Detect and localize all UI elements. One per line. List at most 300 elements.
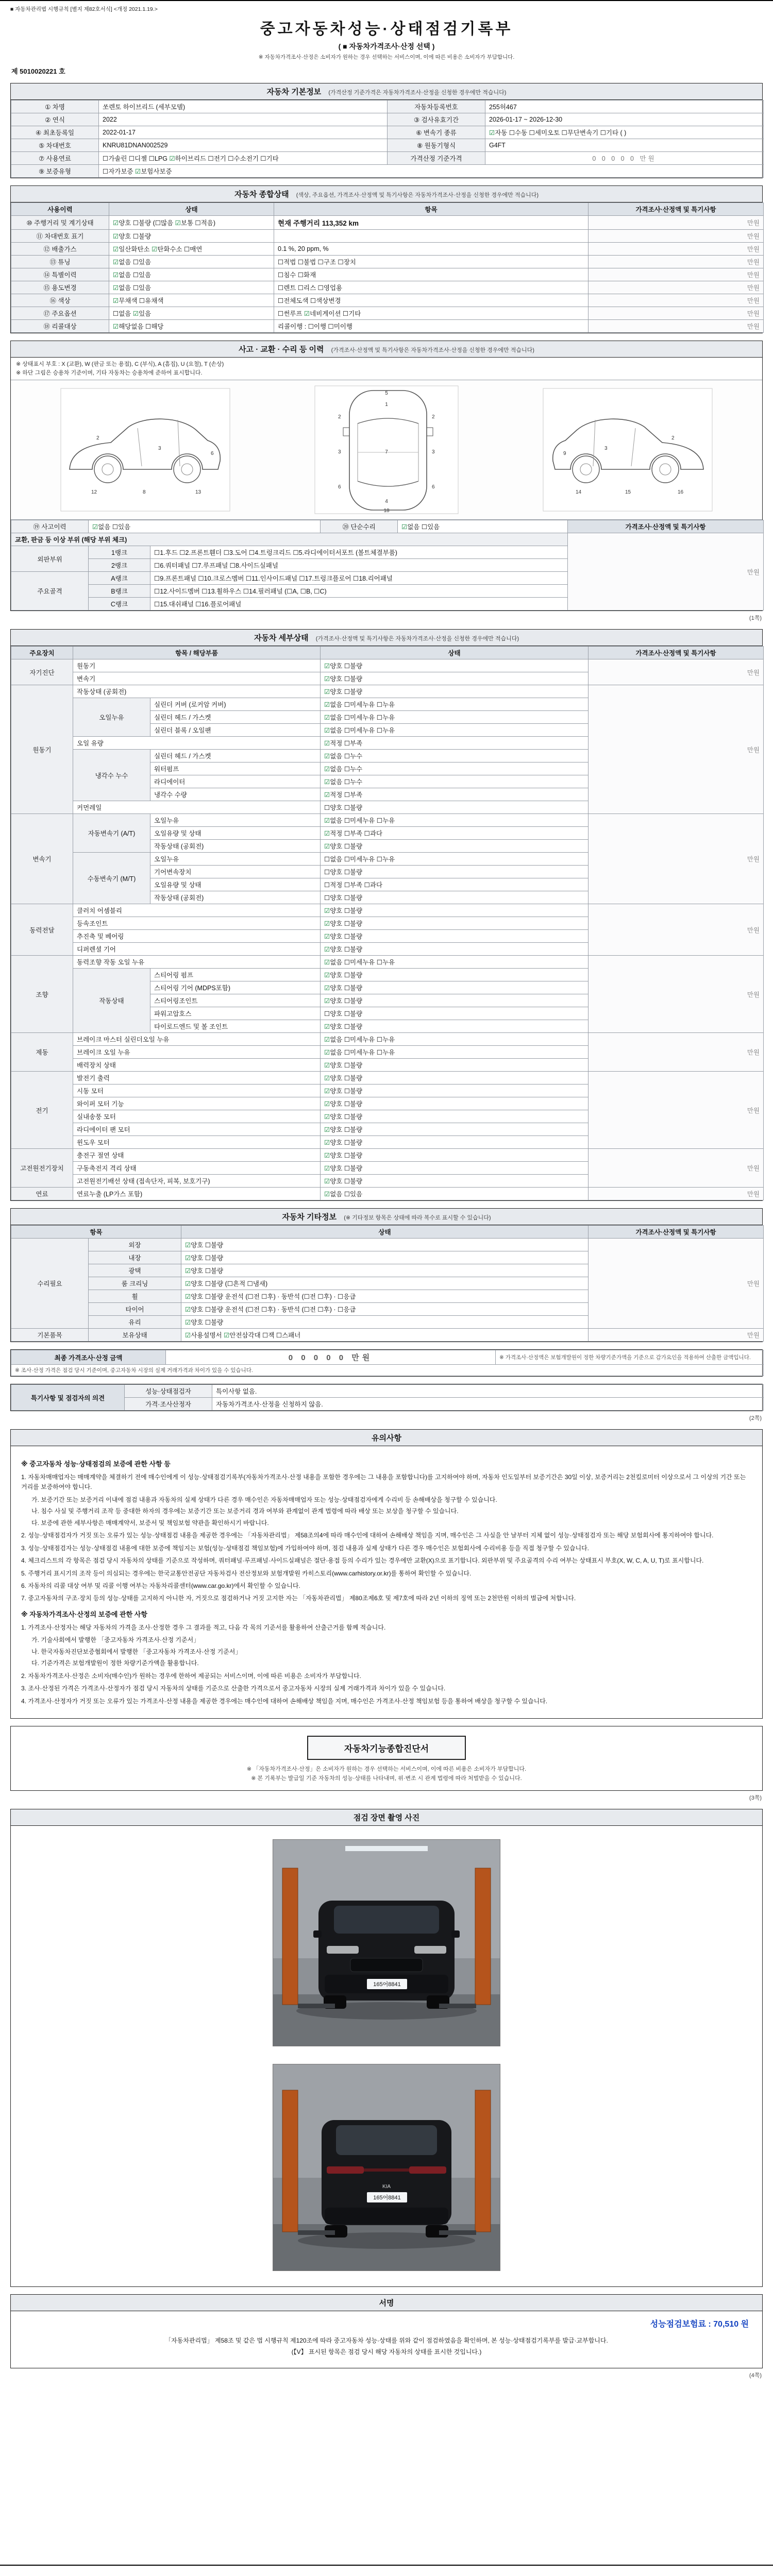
- svg-text:4: 4: [385, 499, 388, 504]
- notice-paragraph: 3. 성능·상태점검자는 성능·상태점검 내용에 대한 보증에 책임지는 보험(성능·상태점검 책임보험)에 가입하여야 하며, 점검 내용과 실제 상태가 다른 경우 매수인은 보험회사에 수리비용 등을 직접 청구할 수 있습니다.: [21, 1544, 589, 1552]
- notice-paragraph: 7. 중고자동차의 구조·장치 등의 성능·상태를 고지하지 아니한 자, 거짓으로 점검하거나 거짓 고지한 자는 「자동차관리법」 제80조제6호 및 제7호에 따라 2년 이하의 징역 또는 2천만원 이하의 벌금에 처합니다.: [21, 1595, 576, 1602]
- checkbox-cell[interactable]: ☑양호 ☐불량: [321, 1072, 589, 1084]
- checked-box-icon[interactable]: ☑: [175, 219, 181, 227]
- document-number: 제 5010020221 호: [11, 67, 65, 75]
- cell: 2026-01-17 ~ 2026-12-30: [485, 113, 764, 126]
- table-row: [11, 1329, 764, 1342]
- detail-condition-note: (가격조사·산정액 및 특기사항은 자동차가격조사·산정을 신청한 경우에만 적습니다): [315, 636, 519, 642]
- table-row: [11, 647, 764, 659]
- cell: ⑧ 원동기형식: [388, 139, 485, 152]
- checkbox-cell[interactable]: ☐9.프론트패널 ☐10.크로스멤버 ☐11.인사이드패널 ☐17.트렁크플로어 ☐18.리어패널: [150, 572, 568, 585]
- checked-box-icon[interactable]: ☑: [324, 688, 330, 696]
- table-row: [11, 243, 764, 256]
- cell: 등속조인트: [73, 917, 321, 930]
- cell: A랭크: [89, 572, 150, 585]
- cell: 만원: [589, 1188, 764, 1200]
- checkbox-cell[interactable]: ☐1.후드 ☐2.프론트휀더 ☐3.도어 ☐4.트렁크리드 ☐5.라디에이터서포트 (볼트체결부품): [150, 546, 568, 559]
- svg-text:18: 18: [383, 508, 390, 514]
- checkbox-cell[interactable]: ☑없음 ☐누수: [321, 775, 589, 788]
- cell: 가격·조사산정자: [125, 1398, 212, 1411]
- checkbox-cell[interactable]: ☑없음 ☐있음: [109, 268, 274, 281]
- checkbox-cell[interactable]: ☑해당없음 ☐해당: [109, 320, 274, 333]
- checkbox-cell[interactable]: ☑없음 ☐있음: [398, 520, 568, 533]
- notices-header: [11, 1430, 762, 1446]
- cell: 내장: [89, 1251, 181, 1264]
- checkbox-cell[interactable]: ☑양호 ☐불량 (☐흔적 ☐냄새): [181, 1277, 589, 1290]
- cell: 스티어링조인트: [150, 994, 321, 1007]
- cell: ⑳ 단순수리: [321, 520, 398, 533]
- cell: ④ 최초등록일: [11, 126, 99, 139]
- car-diagram-right-side: [543, 388, 713, 512]
- checked-box-icon[interactable]: ☑: [324, 985, 330, 992]
- checked-box-icon[interactable]: ☑: [324, 740, 330, 747]
- checked-box-icon[interactable]: ☑: [132, 310, 139, 317]
- checkbox-cell[interactable]: ☑양호 ☐불량: [181, 1251, 589, 1264]
- checked-box-icon[interactable]: ☑: [324, 1113, 330, 1121]
- checkbox-cell[interactable]: ☑양호 ☐불량: [181, 1264, 589, 1277]
- cell: 원동기: [73, 659, 321, 672]
- checked-box-icon[interactable]: ☑: [324, 997, 330, 1005]
- cell: 만원: [589, 1072, 764, 1149]
- checked-box-icon[interactable]: ☑: [185, 1267, 191, 1275]
- checked-box-icon[interactable]: ☑: [169, 155, 175, 162]
- checked-box-icon[interactable]: ☑: [324, 675, 330, 683]
- cell: 실린더 헤드 / 가스켓: [150, 750, 321, 762]
- signature-title: 서명: [379, 2299, 394, 2308]
- checkbox-cell[interactable]: ☑양호 ☐불량 (☐많음 ☑보통 ☐적음): [109, 216, 274, 230]
- cell: 외판부위: [11, 546, 89, 572]
- cell: 작동상태: [73, 969, 150, 1033]
- photo-rear-view: [273, 2064, 500, 2271]
- checkbox-cell[interactable]: ☑양호 ☐불량: [321, 659, 589, 672]
- cell: 구동축전지 격리 상태: [73, 1162, 321, 1175]
- checked-box-icon[interactable]: ☑: [185, 1332, 191, 1339]
- checked-box-icon[interactable]: ☑: [324, 972, 330, 979]
- checkbox-cell[interactable]: ☑양호 ☐불량: [321, 1149, 589, 1162]
- cell: B랭크: [89, 585, 150, 598]
- svg-text:9: 9: [563, 451, 566, 456]
- cell: 워터펌프: [150, 762, 321, 775]
- table-row: [11, 685, 764, 698]
- cell: 만원: [568, 533, 764, 611]
- accident-history-table: [11, 520, 764, 611]
- state-code-legend: [11, 358, 762, 380]
- cell: ⑫ 배출가스: [11, 243, 109, 256]
- cell: 실린더 커버 (로커암 커버): [150, 698, 321, 711]
- cell: 기본품목: [11, 1329, 89, 1342]
- insurance-fee-label: 성능점검보험료 :: [650, 2320, 711, 2329]
- page-marker-2: (2쪽): [749, 1415, 762, 1421]
- basic-info-title: 자동차 기본정보: [266, 88, 322, 96]
- svg-text:8: 8: [142, 489, 146, 495]
- diagnosis-certificate-inner: [11, 1726, 762, 1790]
- inspector-opinion-table: [11, 1384, 764, 1411]
- cell: 고전원전기배선 상태 (접속단자, 피복, 보호기구): [73, 1175, 321, 1188]
- cell: 2022-01-17: [99, 126, 388, 139]
- checkbox-cell[interactable]: ☐6.쿼터패널 ☐7.루프패널 ☐8.사이드실패널: [150, 559, 568, 572]
- checked-box-icon[interactable]: ☑: [324, 1036, 330, 1043]
- checkbox-cell[interactable]: ☑양호 ☐불량: [321, 943, 589, 956]
- cell: 제동: [11, 1033, 73, 1072]
- checked-box-icon[interactable]: ☑: [185, 1319, 191, 1326]
- car-diagram-top-view: [314, 385, 459, 514]
- cell: 오일유량 및 상태: [150, 878, 321, 891]
- cell: KNRU81DNAN002529: [99, 139, 388, 152]
- checked-box-icon[interactable]: ☑: [113, 233, 119, 240]
- checkbox-cell[interactable]: ☑양호 ☐불량 운전석 (☐전 ☐후) · 동반석 (☐전 ☐후) · ☐응급: [181, 1290, 589, 1303]
- checkbox-cell[interactable]: ☑양호 ☐불량: [321, 969, 589, 981]
- cell: ⑩ 주행거리 및 계기상태: [11, 216, 109, 230]
- checkbox-cell[interactable]: ☐12.사이드멤버 ☐13.휠하우스 ☐14.필러패널 (☐A, ☐B, ☐C): [150, 585, 568, 598]
- cell: 만원: [589, 1329, 764, 1342]
- overall-condition-table: [11, 202, 764, 333]
- overall-condition-title: 자동차 종합상태: [234, 190, 289, 199]
- checkbox-cell[interactable]: ☑없음 ☐미세누유 ☐누유: [321, 1046, 589, 1059]
- checked-box-icon[interactable]: ☑: [324, 1191, 330, 1198]
- table-row: [11, 1239, 764, 1251]
- checked-box-icon[interactable]: ☑: [324, 830, 330, 837]
- table-row: [11, 165, 764, 178]
- checked-box-icon[interactable]: ☑: [324, 946, 330, 953]
- cell: 작동상태 (공회전): [150, 840, 321, 853]
- notices-title: 유의사항: [372, 1434, 401, 1443]
- checkbox-cell[interactable]: ☑없음 ☐미세누유 ☐누유: [321, 1033, 589, 1046]
- cell: 만원: [589, 320, 764, 333]
- cell: 사용이력: [11, 203, 109, 216]
- cell: C랭크: [89, 598, 150, 611]
- page-subnote: ※ 자동차가격조사·산정은 소비자가 원하는 경우 선택하는 서비스이며, 이에 따른 비용은 소비자가 부담합니다.: [258, 54, 515, 60]
- notice-paragraph: 4. 가격조사·산정자가 거짓 또는 오류가 있는 가격조사·산정 내용을 제공한 경우에는 매수인에 대하여 손해배상 책임을 지며, 매수인은 가격조사·산정 책임보험 등을 통하여 배상을 청구할 수 있습니다.: [21, 1697, 548, 1705]
- cell: 연료누출 (LP가스 포함): [73, 1188, 321, 1200]
- checked-box-icon[interactable]: ☑: [324, 1088, 330, 1095]
- checkbox-cell[interactable]: ☑없음 ☐있음: [109, 281, 274, 294]
- cell: 변속기: [11, 814, 73, 904]
- checked-box-icon[interactable]: ☑: [324, 1075, 330, 1082]
- checkbox-cell[interactable]: ☑없음 ☐누수: [321, 762, 589, 775]
- checkbox-cell[interactable]: ☑양호 ☐불량: [321, 1110, 589, 1123]
- inspection-photos-header: [11, 1809, 762, 1826]
- checkbox-cell[interactable]: ☑없음 ☐있음: [89, 520, 321, 533]
- table-row: [11, 904, 764, 917]
- checked-box-icon[interactable]: ☑: [324, 1139, 330, 1146]
- final-price-section: [10, 1349, 763, 1377]
- notice-heading: ※ 중고자동차 성능·상태점검의 보증에 관한 사항 등: [21, 1460, 171, 1468]
- table-row: [11, 268, 764, 281]
- checked-box-icon[interactable]: ☑: [324, 1126, 330, 1133]
- diagnosis-note-1: ※ 「자동차가격조사·산정」은 소비자가 원하는 경우 선택하는 서비스이며, 이에 따른 비용은 소비자가 부담합니다.: [246, 1766, 527, 1772]
- checkbox-cell[interactable]: ☑없음 ☐미세누유 ☐누유: [321, 698, 589, 711]
- svg-text:3: 3: [158, 446, 161, 451]
- table-row: [11, 307, 764, 320]
- table-row: [11, 520, 764, 533]
- etc-info-table: [11, 1225, 764, 1342]
- cell: 스티어링 기어 (MDPS포함): [150, 981, 321, 994]
- notice-paragraph: 6. 자동차의 리콜 대상 여부 및 리콜 이행 여부는 자동차리콜센터(www.car.go.kr)에서 확인할 수 있습니다.: [21, 1582, 300, 1589]
- cell: 실린더 헤드 / 가스켓: [150, 711, 321, 724]
- checkbox-cell[interactable]: ☐없음 ☐미세누유 ☐누유: [321, 853, 589, 866]
- checkbox-cell[interactable]: ☑양호 ☐불량: [321, 930, 589, 943]
- checked-box-icon[interactable]: ☑: [185, 1306, 191, 1313]
- checkbox-cell[interactable]: ☐양호 ☐불량: [321, 801, 589, 814]
- cell: 조향: [11, 956, 73, 1033]
- cell: 만원: [589, 268, 764, 281]
- checked-box-icon[interactable]: ☑: [324, 1178, 330, 1185]
- license-plate-rear: 165어8841: [373, 2195, 401, 2201]
- accident-history-title: 사고 · 교환 · 수리 등 이력: [239, 345, 324, 354]
- table-row: [11, 139, 764, 152]
- cell: ⑰ 주요옵션: [11, 307, 109, 320]
- checked-box-icon[interactable]: ☑: [324, 714, 330, 721]
- svg-text:2: 2: [671, 435, 675, 441]
- checkbox-cell[interactable]: ☑양호 ☐불량: [321, 685, 589, 698]
- checkbox-cell[interactable]: ☑양호 ☐불량: [109, 230, 274, 243]
- checkbox-cell[interactable]: ☑양호 ☐불량: [321, 1123, 589, 1136]
- checked-box-icon[interactable]: ☑: [113, 219, 119, 227]
- cell: ⑮ 용도변경: [11, 281, 109, 294]
- checked-box-icon[interactable]: ☑: [324, 1165, 330, 1172]
- checked-box-icon[interactable]: ☑: [324, 766, 330, 773]
- checkbox-cell[interactable]: ☑양호 ☐불량: [181, 1316, 589, 1329]
- cell: ⑤ 차대번호: [11, 139, 99, 152]
- checkbox-cell[interactable]: ☐썬루프 ☑네비게이션 ☐기타: [274, 307, 589, 320]
- accident-history-header: [11, 341, 762, 358]
- checkbox-cell[interactable]: ☑양호 ☐불량 운전석 (☐전 ☐후) · 동반석 (☐전 ☐후) · ☐응급: [181, 1303, 589, 1316]
- cell: 만원: [589, 956, 764, 1033]
- cell: 자동변속기 (A/T): [73, 814, 150, 853]
- cell: 최종 가격조사·산정 금액: [11, 1350, 166, 1365]
- table-row: [11, 216, 764, 230]
- checkbox-cell[interactable]: ☐양호 ☐불량: [321, 866, 589, 878]
- page-subtitle: ( ■ 자동차가격조사·산정 선택 ): [338, 42, 435, 50]
- checked-box-icon[interactable]: ☑: [152, 246, 158, 253]
- checkbox-cell[interactable]: ☑무채색 ☐유채색: [109, 294, 274, 307]
- cell: 자기진단: [11, 659, 73, 685]
- basic-info-note: (가격산정 기준가격은 자동차가격조사·산정을 신청한 경우에만 적습니다): [328, 90, 507, 96]
- cell: 브레이크 오일 누유: [73, 1046, 321, 1059]
- checkbox-cell[interactable]: ☑양호 ☐불량: [321, 672, 589, 685]
- checked-box-icon[interactable]: ☑: [324, 701, 330, 708]
- checked-box-icon[interactable]: ☑: [324, 791, 330, 799]
- checkbox-cell[interactable]: ☐적법 ☐불법 ☐구조 ☐장치: [274, 256, 589, 268]
- detail-condition-table: [11, 646, 764, 1200]
- checked-box-icon[interactable]: ☑: [113, 323, 119, 330]
- table-row: [11, 256, 764, 268]
- inspection-photos-section: [10, 1809, 763, 2287]
- notice-paragraph: 5. 주행거리 표시기의 조작 등이 의심되는 경우에는 한국교통안전공단 자동차검사 전산정보와 보험개발원 카히스토리(www.carhistory.or.kr)를 통하여 확인할 수 있습니다.: [21, 1569, 472, 1577]
- cell: 실린더 블록 / 오일팬: [150, 724, 321, 737]
- detail-condition-title: 자동차 세부상태: [254, 634, 309, 642]
- cell: 가격조사·산정액 및 특기사항: [589, 203, 764, 216]
- checkbox-cell[interactable]: ☐15.대쉬패널 ☐16.플로어패널: [150, 598, 568, 611]
- table-row: [11, 294, 764, 307]
- cell: 유리: [89, 1316, 181, 1329]
- checkbox-cell[interactable]: ☑양호 ☐불량: [321, 1097, 589, 1110]
- checkbox-cell[interactable]: ☐자가보증 ☑보험사보증: [99, 165, 764, 178]
- checkbox-cell[interactable]: ☑적정 ☐부족: [321, 737, 589, 750]
- checked-box-icon[interactable]: ☑: [113, 246, 119, 253]
- checkbox-cell[interactable]: ☑양호 ☐불량: [321, 904, 589, 917]
- checked-box-icon[interactable]: ☑: [185, 1293, 191, 1300]
- checkbox-cell[interactable]: ☐가솔린 ☐디젤 ☐LPG ☑하이브리드 ☐전기 ☐수소전기 ☐기타: [99, 152, 388, 165]
- svg-text:2: 2: [431, 414, 435, 420]
- checkbox-cell[interactable]: ☑없음 ☐미세누유 ☐누유: [321, 814, 589, 827]
- cell: 시동 모터: [73, 1084, 321, 1097]
- cell: ⑱ 리콜대상: [11, 320, 109, 333]
- cell: 만원: [589, 659, 764, 685]
- checkbox-cell[interactable]: ☑양호 ☐불량: [321, 917, 589, 930]
- checkbox-cell[interactable]: ☑양호 ☐불량: [321, 1059, 589, 1072]
- car-diagram-row: [11, 380, 762, 520]
- etc-info-title: 자동차 기타정보: [282, 1213, 337, 1222]
- photo-front-view: [273, 1839, 500, 2046]
- inspector-opinion-section: [10, 1384, 763, 1411]
- checkbox-cell[interactable]: ☑양호 ☐불량: [321, 840, 589, 853]
- checked-box-icon[interactable]: ☑: [324, 1062, 330, 1069]
- checkbox-cell[interactable]: ☑양호 ☐불량: [321, 1162, 589, 1175]
- cell: 성능·상태점검자: [125, 1385, 212, 1398]
- checkbox-cell[interactable]: ☑없음 ☐있음: [321, 1188, 589, 1200]
- cell: 현재 주행거리 113,352 km: [274, 216, 589, 230]
- checkbox-cell[interactable]: ☑없음 ☐있음: [109, 256, 274, 268]
- checkbox-cell[interactable]: ☐적정 ☐부족 ☐과다: [321, 878, 589, 891]
- cell: ⑯ 색상: [11, 294, 109, 307]
- checked-box-icon[interactable]: ☑: [324, 907, 330, 914]
- cell: 충전구 절연 상태: [73, 1149, 321, 1162]
- cell: 상태: [181, 1226, 589, 1239]
- table-row: [11, 1385, 764, 1398]
- table-row: [11, 100, 764, 113]
- cell: 자동차가격조사·산정을 신청하지 않음.: [212, 1398, 764, 1411]
- checked-box-icon[interactable]: ☑: [185, 1280, 191, 1287]
- inspection-photos-wrap: [11, 1826, 762, 2286]
- checkbox-cell[interactable]: ☐양호 ☐불량: [321, 891, 589, 904]
- signature-statement-line-2: (【V】 표시된 항목은 점검 당시 해당 자동차의 상태를 표시한 것입니다.): [291, 2348, 482, 2355]
- table-row: [11, 113, 764, 126]
- checkbox-cell[interactable]: ☑사용설명서 ☑안전삼각대 ☐잭 ☐스패너: [181, 1329, 589, 1342]
- legend-line-1: ※ 상태표시 부호 : X (교환), W (판금 또는 용접), C (부식), A (흠집), U (요철), T (손상): [16, 361, 224, 367]
- checkbox-cell[interactable]: ☑양호 ☐불량: [321, 981, 589, 994]
- checked-box-icon[interactable]: ☑: [113, 284, 119, 292]
- cell: 특기사항 및 점검자의 의견: [11, 1385, 125, 1411]
- cell: 가격산정 기준가격: [388, 152, 485, 165]
- checked-box-icon[interactable]: ☑: [324, 1100, 330, 1108]
- checked-box-icon[interactable]: ☑: [401, 523, 408, 531]
- checkbox-cell[interactable]: ☑양호 ☐불량: [181, 1239, 589, 1251]
- checked-box-icon[interactable]: ☑: [489, 129, 495, 137]
- cell: 항목: [274, 203, 589, 216]
- checkbox-cell[interactable]: 리콜이행 : ☐이행 ☐미이행: [274, 320, 589, 333]
- checkbox-cell[interactable]: ☑없음 ☐미세누유 ☐누유: [321, 956, 589, 969]
- checkbox-cell[interactable]: ☑양호 ☐불량: [321, 1020, 589, 1033]
- checkbox-cell[interactable]: ☑일산화탄소 ☑탄화수소 ☐매연: [109, 243, 274, 256]
- cell: 만원: [589, 1149, 764, 1188]
- final-price-table: [11, 1350, 764, 1376]
- cell: 디퍼렌셜 기어: [73, 943, 321, 956]
- checkbox-cell[interactable]: ☑적정 ☐부족 ☐과다: [321, 827, 589, 840]
- checked-box-icon[interactable]: ☑: [324, 959, 330, 966]
- checkbox-cell[interactable]: ☐없음 ☑있음: [109, 307, 274, 320]
- cell: ⑪ 차대번호 표기: [11, 230, 109, 243]
- checkbox-cell[interactable]: ☑없음 ☐누수: [321, 750, 589, 762]
- notice-paragraph: 가. 기술사회에서 발행한 「중고자동차 가격조사·산정 기준서」: [31, 1636, 200, 1644]
- cell: 가격조사·산정액 및 특기사항: [589, 1226, 764, 1239]
- license-plate-front: 165어8841: [373, 1981, 401, 1988]
- checkbox-cell[interactable]: ☑양호 ☐불량: [321, 1084, 589, 1097]
- checked-box-icon[interactable]: ☑: [324, 1023, 330, 1030]
- svg-text:3: 3: [338, 449, 341, 455]
- cell: 수리필요: [11, 1239, 89, 1329]
- checked-box-icon[interactable]: ☑: [185, 1242, 191, 1249]
- checked-box-icon[interactable]: ☑: [324, 920, 330, 927]
- checked-box-icon[interactable]: ☑: [224, 1332, 230, 1339]
- checkbox-cell[interactable]: ☑양호 ☐불량: [321, 1175, 589, 1188]
- cell: 만원: [589, 216, 764, 230]
- checked-box-icon[interactable]: ☑: [304, 310, 310, 317]
- overall-condition-section: [10, 185, 763, 333]
- checked-box-icon[interactable]: ☑: [324, 817, 330, 824]
- notice-paragraph: 다. 보증에 관한 세부사항은 매매계약서, 보증서 및 책임보험 약관을 확인하시기 바랍니다.: [31, 1519, 269, 1527]
- cell: 만원: [589, 685, 764, 814]
- cell: 작동상태 (공회전): [150, 891, 321, 904]
- page-title: 중고자동차성능·상태점검기록부: [260, 21, 513, 38]
- checkbox-cell[interactable]: ☐양호 ☐불량: [321, 1007, 589, 1020]
- cell: 고전원전기장치: [11, 1149, 73, 1188]
- cell: 와이퍼 모터 기능: [73, 1097, 321, 1110]
- checked-box-icon[interactable]: ☑: [113, 272, 119, 279]
- svg-text:5: 5: [385, 391, 388, 396]
- cell: 만원: [589, 230, 764, 243]
- checked-box-icon[interactable]: ☑: [324, 933, 330, 940]
- checked-box-icon[interactable]: ☑: [135, 168, 141, 175]
- checked-box-icon[interactable]: ☑: [324, 727, 330, 734]
- checked-box-icon[interactable]: ☑: [324, 1049, 330, 1056]
- checked-box-icon[interactable]: ☑: [324, 663, 330, 670]
- cell: 수동변속기 (M/T): [73, 853, 150, 904]
- checkbox-cell[interactable]: ☑양호 ☐불량: [321, 1136, 589, 1149]
- law-reference-note: ■ 자동차관리법 시행규칙 [별지 제82호서식] <개정 2021.1.19.>: [10, 6, 158, 12]
- cell: 브레이크 마스터 실린더오일 누유: [73, 1033, 321, 1046]
- checked-box-icon[interactable]: ☑: [324, 1152, 330, 1159]
- checked-box-icon[interactable]: ☑: [324, 753, 330, 760]
- checkbox-cell[interactable]: ☑자동 ☐수동 ☐세미오토 ☐무단변속기 ☐기타 ( ): [485, 126, 764, 139]
- notice-heading: ※ 자동차가격조사·산정의 보증에 관한 사항: [21, 1610, 147, 1618]
- checkbox-cell[interactable]: ☐전체도색 ☐색상변경: [274, 294, 589, 307]
- checked-box-icon[interactable]: ☑: [92, 523, 98, 531]
- cell: 가격조사·산정액 및 특기사항: [568, 520, 764, 533]
- table-row: [11, 1149, 764, 1162]
- checked-box-icon[interactable]: ☑: [324, 778, 330, 786]
- checkbox-cell[interactable]: ☑없음 ☐미세누유 ☐누유: [321, 711, 589, 724]
- signature-statement-line-1: 「자동차관리법」 제58조 및 같은 법 시행규칙 제120조에 따라 중고자동차 성능·상태를 위와 같이 점검하였음을 확인하며, 본 성능·상태점검기록부를 발급·교부합니다.: [165, 2337, 608, 2345]
- cell: 0 0 0 0 0 만원: [485, 152, 764, 165]
- checkbox-cell[interactable]: ☐침수 ☐화재: [274, 268, 589, 281]
- checked-box-icon[interactable]: ☑: [113, 259, 119, 266]
- checkbox-cell[interactable]: ☑없음 ☐미세누유 ☐누유: [321, 724, 589, 737]
- checkbox-cell[interactable]: ☑적정 ☐부족: [321, 788, 589, 801]
- checkbox-cell[interactable]: ☑양호 ☐불량: [321, 994, 589, 1007]
- checked-box-icon[interactable]: ☑: [185, 1255, 191, 1262]
- checked-box-icon[interactable]: ☑: [113, 297, 119, 304]
- basic-info-header: [11, 83, 762, 100]
- insurance-fee-value: 70,510 원: [713, 2320, 749, 2329]
- table-row: [11, 1226, 764, 1239]
- checked-box-icon[interactable]: ☑: [324, 843, 330, 850]
- svg-text:13: 13: [195, 489, 201, 495]
- checkbox-cell[interactable]: ☐렌트 ☐리스 ☐영업용: [274, 281, 589, 294]
- accident-history-section: [10, 341, 763, 611]
- cell: 255허467: [485, 100, 764, 113]
- table-row: [11, 320, 764, 333]
